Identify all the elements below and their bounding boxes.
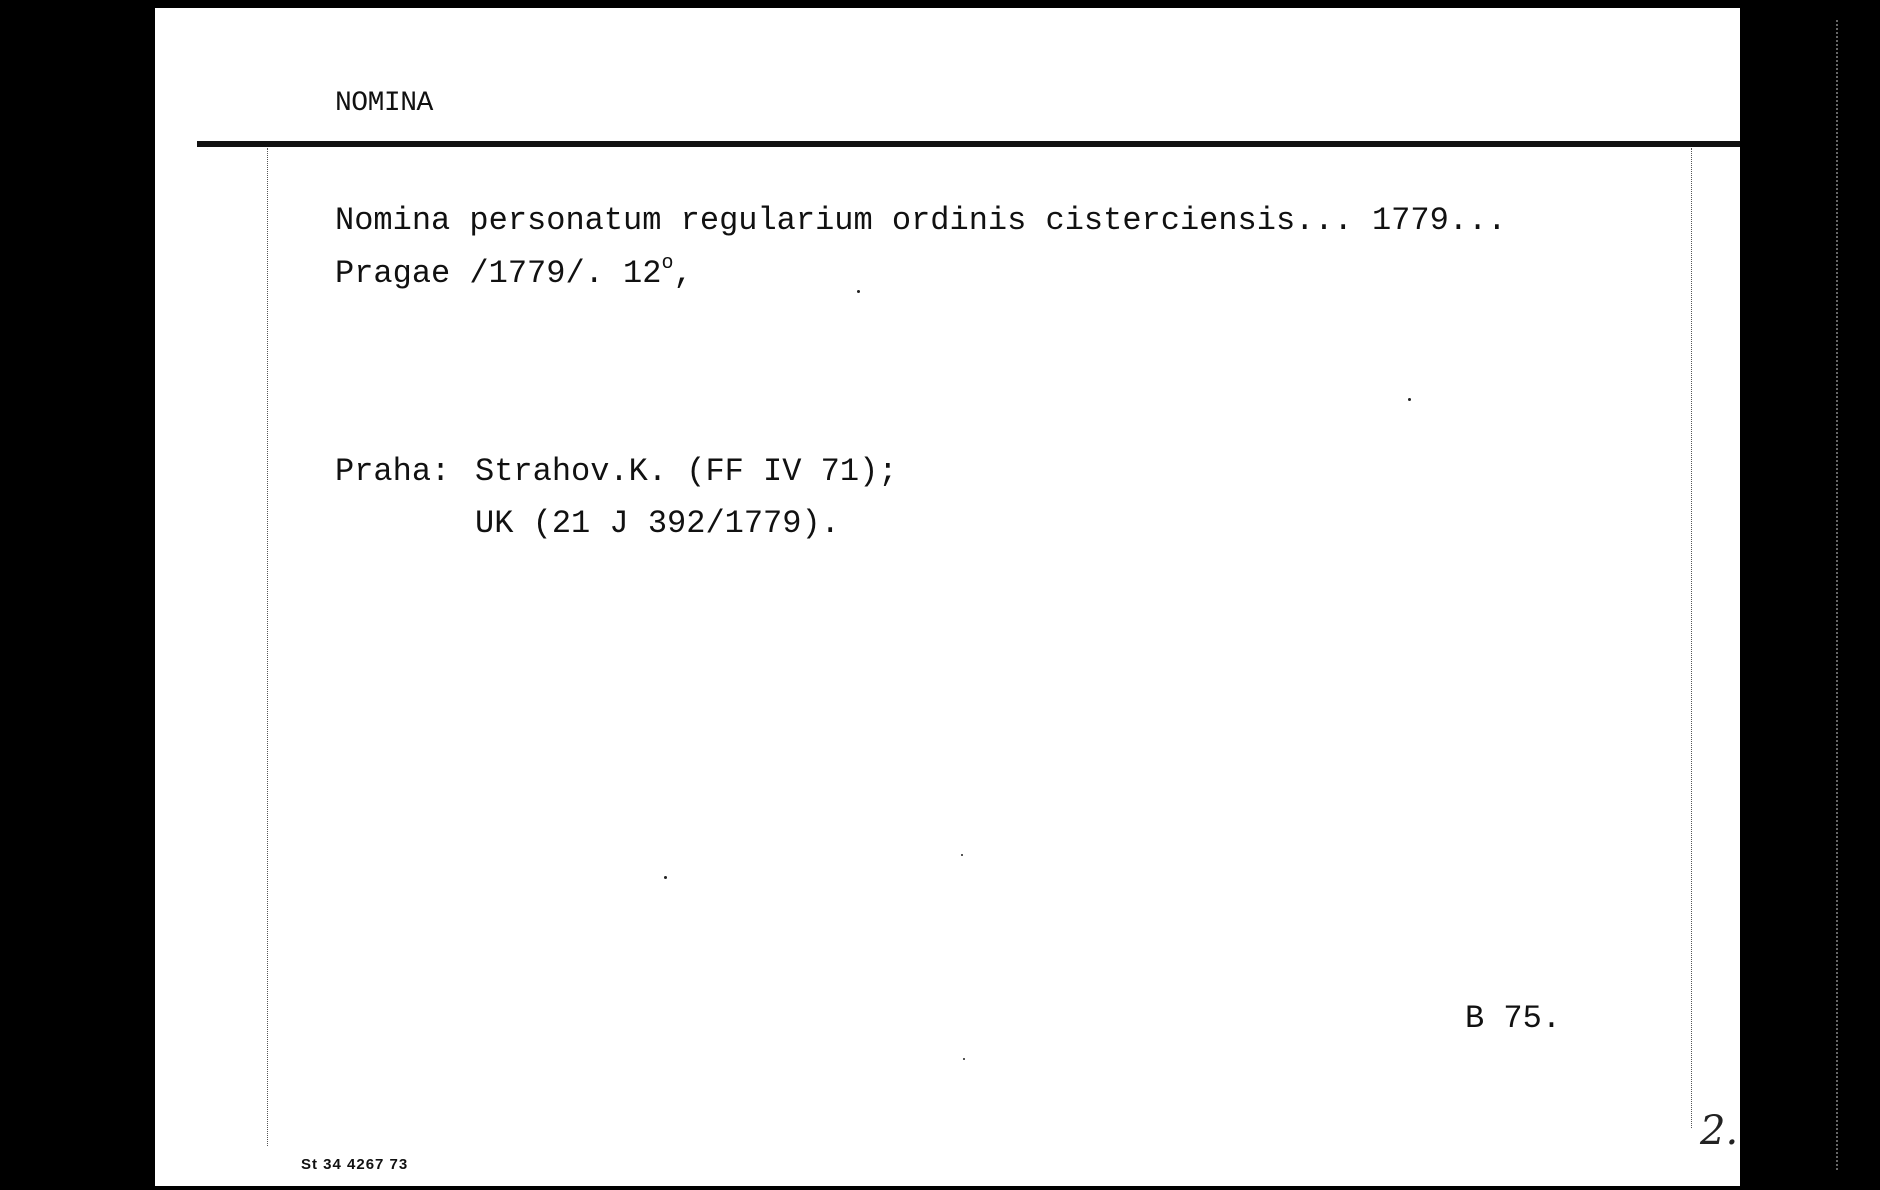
scan-edge-marks [1836, 20, 1838, 1170]
title-line-1: Nomina personatum regularium ordinis cisterciensis... 1779... [335, 202, 1507, 239]
dust-speck [664, 876, 667, 879]
heading-rule [197, 141, 1740, 147]
format-degree: o [661, 252, 674, 275]
dust-speck [857, 290, 860, 293]
left-margin-line [267, 148, 268, 1146]
right-margin-line [1691, 148, 1692, 1128]
handwritten-number: 2. [1700, 1108, 1739, 1154]
dust-speck [1408, 398, 1411, 401]
dust-speck [961, 854, 963, 856]
catalog-card [155, 8, 1740, 1186]
title-line-2 [335, 252, 693, 292]
dust-speck [963, 1058, 965, 1060]
shelfmark: B 75. [1465, 1000, 1562, 1037]
imprint-text: Pragae /1779/. 12 [335, 255, 662, 292]
location-entry: UK (21 J 392/1779). [475, 505, 840, 542]
print-code: St 34 4267 73 [301, 1156, 409, 1173]
card-heading: NOMINA [335, 88, 433, 119]
locations-label: Praha: [335, 453, 451, 490]
imprint-end: , [673, 255, 693, 292]
location-entry: Strahov.K. (FF IV 71); [475, 453, 898, 490]
